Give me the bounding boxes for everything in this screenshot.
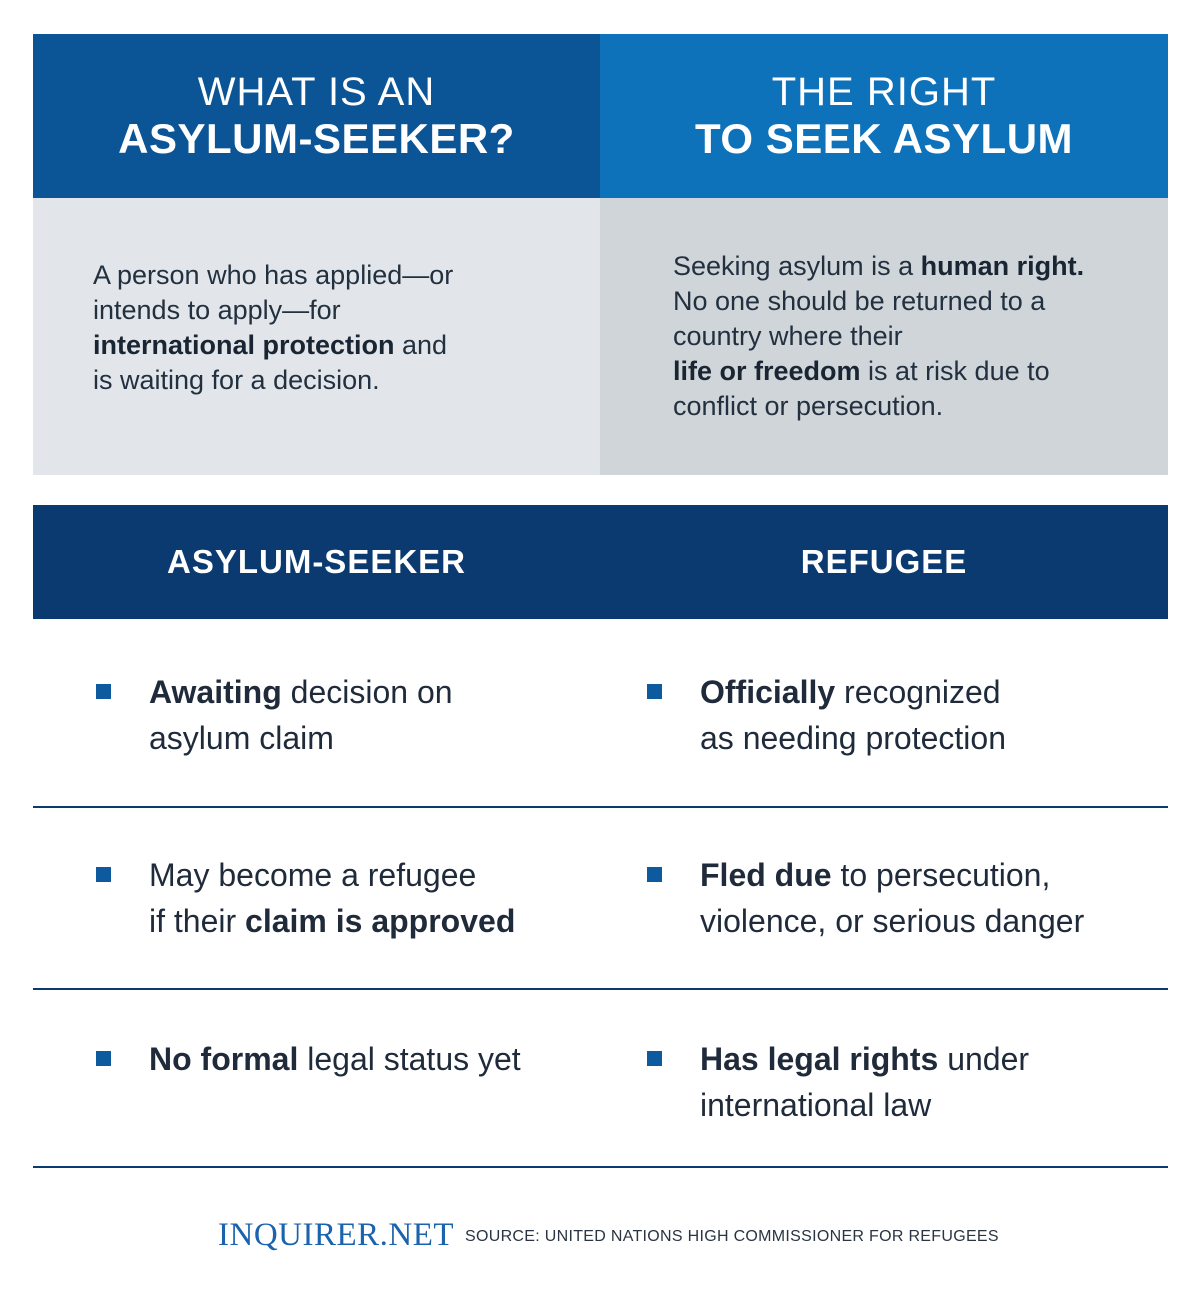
point-line: asylum claim [149,720,334,756]
definition-right-text [673,249,1153,424]
definition-right-text-span: Seeking asylum is a [673,251,921,281]
comparison-header-bar [33,505,1168,619]
point-line [149,898,589,944]
asylum-seeker-point-2 [149,852,589,944]
refugee-point-3 [700,1036,1160,1128]
point-line [700,852,1160,898]
point-emphasis: No formal [149,1041,299,1077]
row-divider [33,806,1168,808]
point-line: as needing protection [700,720,1006,756]
comparison-heading-refugee: REFUGEE [800,543,968,580]
header-right-to-seek-asylum [600,34,1168,198]
header-left-line1: WHAT IS AN [197,70,436,114]
definition-right-line: No one should be returned to a [673,286,1046,316]
point-text-span: recognized [835,674,1001,710]
asylum-seeker-point-1 [149,669,589,761]
bullet-icon [96,1051,111,1066]
bullet-icon [96,867,111,882]
definition-right-emphasis: human right. [920,251,1085,281]
definition-left-panel [33,198,600,475]
point-line [700,1036,1160,1082]
definition-right-emphasis: life or freedom [673,356,861,386]
definition-left-line [93,328,573,363]
bullet-icon [647,684,662,699]
inquirer-logo: INQUIRER.NET [218,1217,455,1253]
point-emphasis: Awaiting [149,674,282,710]
definition-left-line: is waiting for a decision. [93,365,380,395]
point-emphasis: Officially [700,674,836,710]
bullet-icon [647,1051,662,1066]
definition-right-line: country where their [673,321,903,351]
point-emphasis: Fled due [700,857,832,893]
refugee-point-2 [700,852,1160,944]
header-left-line2: ASYLUM-SEEKER? [118,115,515,162]
refugee-point-1 [700,669,1160,761]
comparison-heading-asylum-seeker: ASYLUM-SEEKER [166,543,467,580]
asylum-seeker-point-3 [149,1036,589,1082]
definition-left-line: A person who has applied—or [93,260,454,290]
point-line: international law [700,1087,932,1123]
definition-left-line: intends to apply—for [93,295,341,325]
header-right-line2: TO SEEK ASYLUM [694,115,1074,162]
definition-right-line [673,354,1153,389]
row-divider [33,1166,1168,1168]
bullet-icon [647,867,662,882]
definition-right-line: conflict or persecution. [673,391,944,421]
definition-right-panel [600,198,1168,475]
header-right-line1: THE RIGHT [771,70,997,114]
point-emphasis: Has legal rights [700,1041,939,1077]
definition-left-emphasis: international protection [93,330,395,360]
point-text-span: to persecution, [831,857,1051,893]
point-emphasis: claim is approved [245,903,516,939]
definition-left-text [93,258,573,398]
point-text-span: legal status yet [298,1041,521,1077]
row-divider [33,988,1168,990]
point-line: violence, or serious danger [700,903,1085,939]
point-text-span: decision on [281,674,453,710]
point-text-span: if their [149,903,246,939]
definition-right-text-span: is at risk due to [860,356,1050,386]
point-text-span: under [938,1041,1030,1077]
header-asylum-seeker-definition [33,34,600,198]
point-line [149,669,589,715]
definition-right-line [673,249,1153,284]
point-line: May become a refugee [149,857,477,893]
definition-left-text-span: and [394,330,448,360]
point-line [700,669,1160,715]
bullet-icon [96,684,111,699]
point-line [149,1036,589,1082]
source-credit: SOURCE: UNITED NATIONS HIGH COMMISSIONER FOR REFUGEES [465,1228,999,1245]
